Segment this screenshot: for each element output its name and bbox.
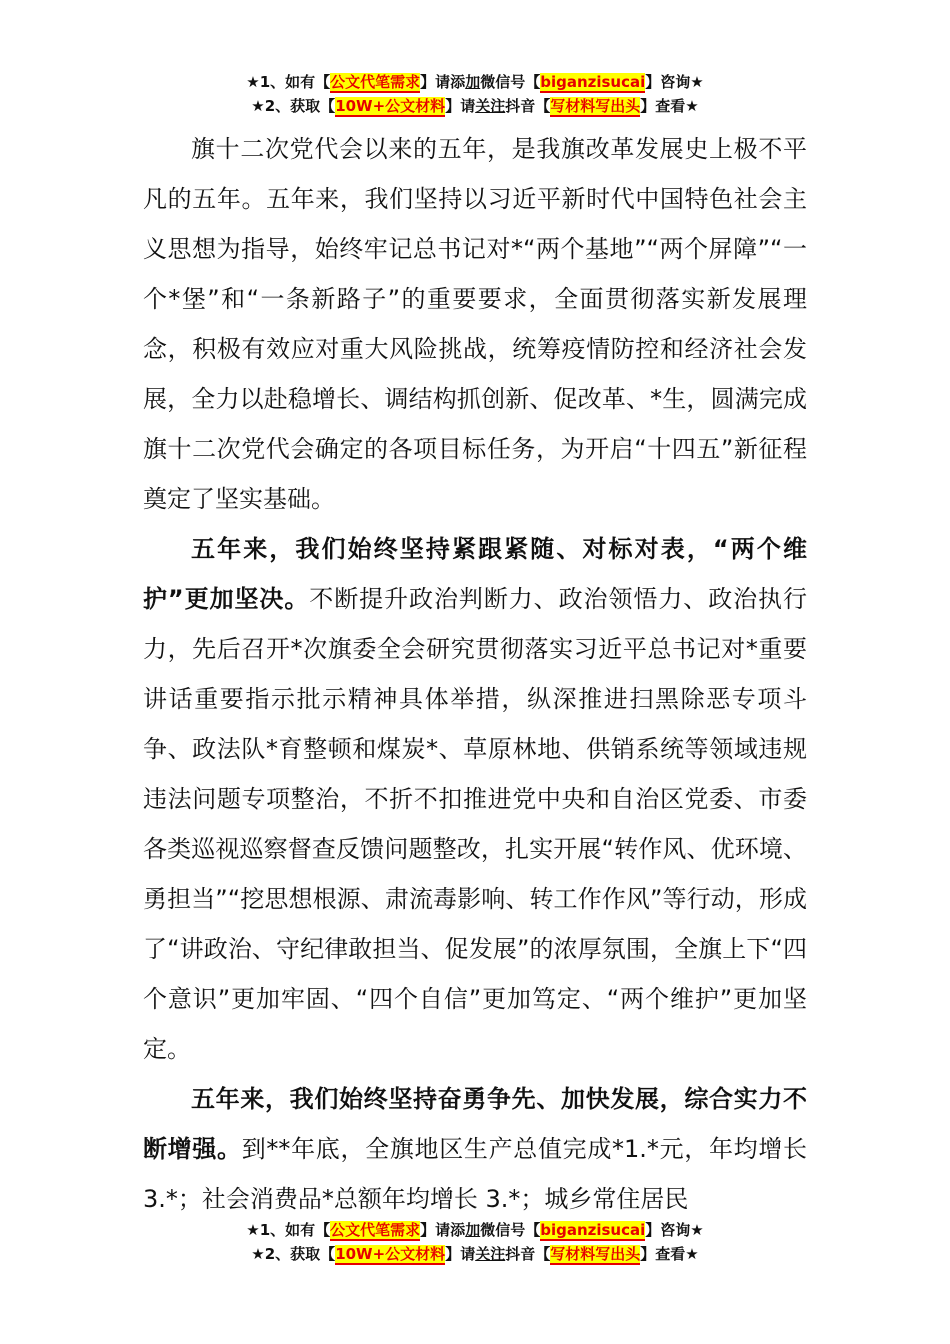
paragraph-intro: 旗十二次党代会以来的五年，是我旗改革发展史上极不平凡的五年。五年来，我们坚持以习近平新时代中国特色社会主义思想为指导，始终牢记总书记对*“两个基地”“两个屏障”“一个*堡”和“一条新路子”的重要要求，全面贯彻落实新发展理念，积极有效应对重大风险挑战，统筹疫情防控和经济社会发展，全力以赴稳增长、调结构抓创新、促改革、*生，圆满完成旗十二次党代会确定的各项目标任务，为开启“十四五”新征程奠定了坚实基础。 [143,135,807,513]
promo-banner-bottom [0,1218,950,1266]
paragraph-economic: 五年来，我们始终坚持奋勇争先、加快发展，综合实力不断增强。到**年底，全旗地区生产总值完成*1.*元，年均增长 3.*；社会消费品*总额年均增长 3.*；城乡常住居民 [143,1085,808,1213]
highlight-wechat-id: biganzisucai [540,1221,646,1239]
document-body [143,124,807,1224]
paragraph-heading: 五年来，我们始终坚持紧跟紧随、对标对表，“两个维护”更加坚决。 [143,535,807,613]
highlight-douyin: 写材料写出头 [550,97,641,115]
promo-line-1: ★1、如有【公文代笔需求】请添加微信号【biganzisucai】咨询★ [246,1221,704,1239]
highlight-douyin: 写材料写出头 [550,1245,641,1263]
paragraph-heading: 五年来，我们始终坚持奋勇争先、加快发展，综合实力不断增强。 [143,1085,807,1163]
highlight-materials: 10W+公文材料 [335,97,446,115]
highlight-materials: 10W+公文材料 [335,1245,446,1263]
promo-line-2: ★2、获取【10W+公文材料】请关注抖音【写材料写出头】查看★ [251,1245,699,1263]
promo-line-1: ★1、如有【公文代笔需求】请添加微信号【biganzisucai】咨询★ [246,73,704,91]
highlight-service: 公文代笔需求 [330,73,421,91]
promo-banner-top [0,70,950,118]
highlight-wechat-id: biganzisucai [540,73,646,91]
highlight-service: 公文代笔需求 [330,1221,421,1239]
paragraph-political: 五年来，我们始终坚持紧跟紧随、对标对表，“两个维护”更加坚决。不断提升政治判断力、政治领悟力、政治执行力，先后召开*次旗委全会研究贯彻落实习近平总书记对*重要讲话重要指示批示精神具体举措，纵深推进扫黑除恶专项斗争、政法队*育整顿和煤炭*、草原林地、供销系统等领域违规违法问题专项整治，不折不扣推进党中央和自治区党委、市委各类巡视巡察督查反馈问题整改，扎实开展“转作风、优环境、勇担当”“挖思想根源、肃流毒影响、转工作作风”等行动，形成了“讲政治、守纪律敢担当、促发展”的浓厚氛围，全旗上下“四个意识”更加牢固、“四个自信”更加笃定、“两个维护”更加坚定。 [143,535,807,1063]
promo-line-2: ★2、获取【10W+公文材料】请关注抖音【写材料写出头】查看★ [251,97,699,115]
